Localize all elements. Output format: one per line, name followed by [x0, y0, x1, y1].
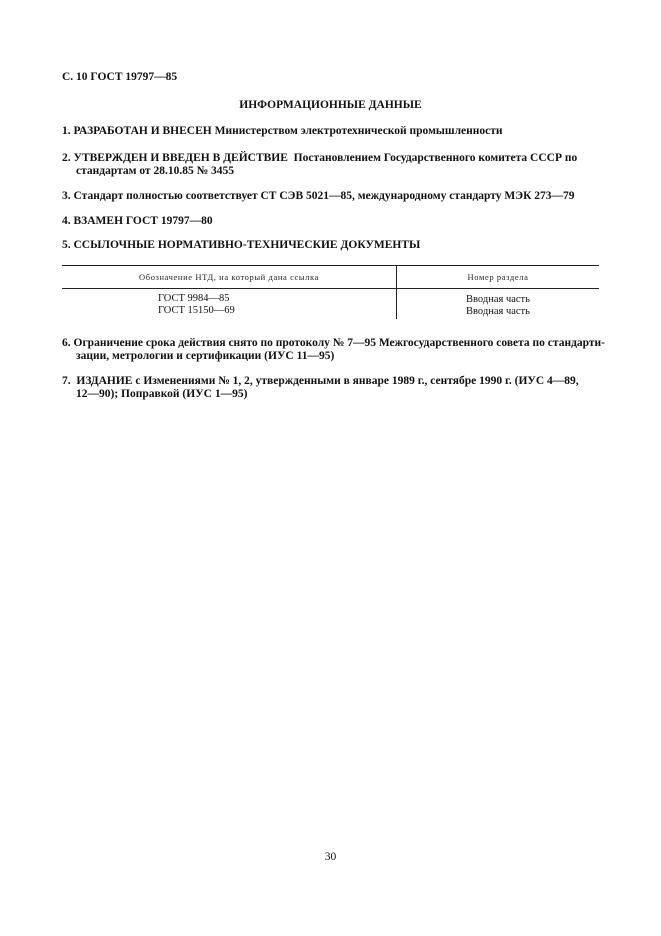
- table-row-1-section: Вводная часть: [466, 294, 530, 305]
- page-header: С. 10 ГОСТ 19797—85: [62, 71, 178, 83]
- item-2-number: 2.: [62, 152, 71, 164]
- item-2-lead: УТВЕРЖДЕН И ВВЕДЕН В ДЕЙСТВИЕ: [73, 152, 288, 164]
- item-1-lead: РАЗРАБОТАН И ВНЕСЕН: [73, 125, 212, 137]
- item-4-number: 4.: [62, 215, 71, 227]
- item-1: [62, 124, 503, 138]
- item-4-text: ВЗАМЕН ГОСТ 19797—80: [73, 215, 213, 227]
- item-3-text: Стандарт полностью соответствует СТ СЭВ 5021—85, международному стандарту МЭК 273—79: [73, 190, 575, 202]
- item-1-text: Министерством электротехнической промышленности: [214, 125, 503, 137]
- item-5: [62, 238, 420, 252]
- item-7-number: 7.: [62, 375, 71, 387]
- item-2-text: Постановлением Государственного комитета СССР по: [293, 152, 578, 164]
- item-3-number: 3.: [62, 190, 71, 202]
- table-row-2-section: Вводная часть: [466, 306, 530, 317]
- item-7-line-2: 12—90); Поправкой (ИУС 1—95): [76, 388, 248, 400]
- item-6-line-1: [62, 336, 605, 350]
- table-row-2-ntd: ГОСТ 15150—69: [158, 305, 235, 316]
- page-number: 30: [324, 851, 337, 863]
- item-7-text: ИЗДАНИЕ с Изменениями № 1, 2, утвержденными в январе 1989 г., сентябре 1990 г. (ИУС 4—89,: [76, 375, 579, 387]
- item-4: [62, 214, 213, 228]
- item-6-text: Ограничение срока действия снято по протоколу № 7—95 Межгосударственного совета по стандарти-: [73, 337, 605, 349]
- item-2-line-1: [62, 151, 577, 165]
- item-3: [62, 189, 575, 203]
- section-title: ИНФОРМАЦИОННЫЕ ДАННЫЕ: [239, 99, 422, 111]
- reference-table: [62, 265, 599, 319]
- item-2-line-2: стандартам от 28.10.85 № 3455: [76, 165, 235, 177]
- table-row-1-ntd: ГОСТ 9984—85: [158, 293, 230, 304]
- item-5-text: ССЫЛОЧНЫЕ НОРМАТИВНО-ТЕХНИЧЕСКИЕ ДОКУМЕНТЫ: [73, 239, 421, 251]
- item-1-number: 1.: [62, 125, 71, 137]
- table-top-rule: [62, 265, 599, 266]
- table-header-ntd: Обозначение НТД, на который дана ссылка: [139, 272, 319, 282]
- item-5-number: 5.: [62, 239, 71, 251]
- table-header-section: Номер раздела: [467, 272, 529, 282]
- table-header-rule: [62, 288, 599, 289]
- item-6-number: 6.: [62, 337, 71, 349]
- item-7-line-1: [62, 374, 579, 388]
- item-6-line-2: зации, метрологии и сертификации (ИУС 11—95): [76, 350, 335, 362]
